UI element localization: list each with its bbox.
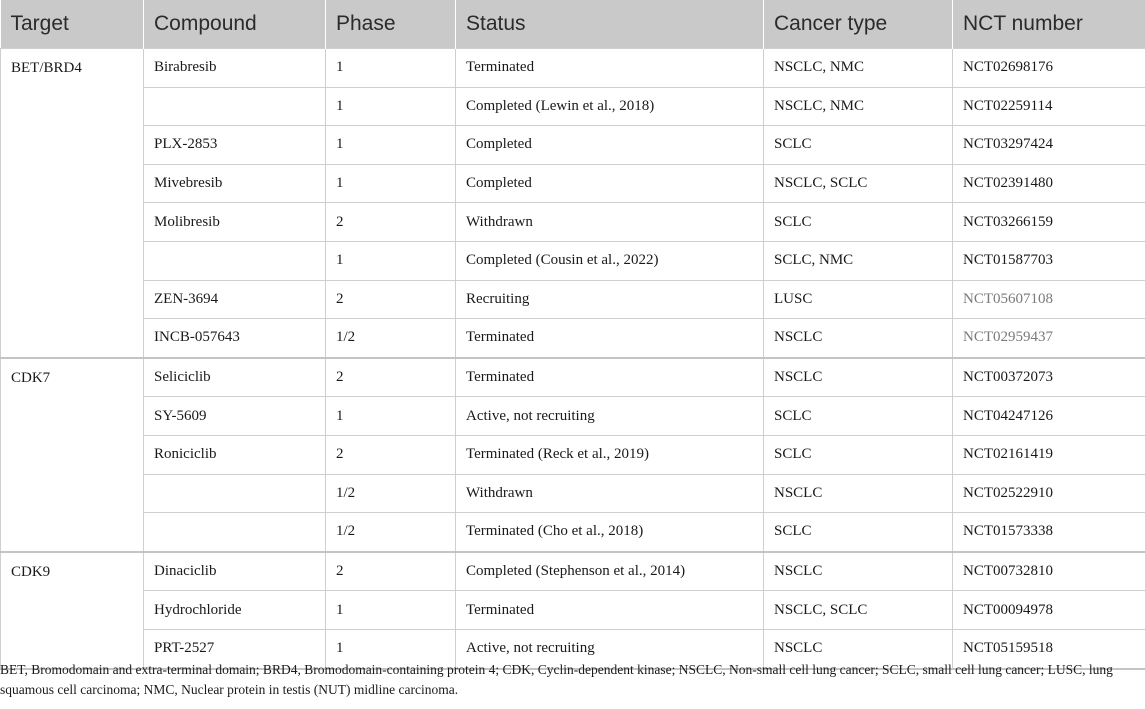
- cancer-type-cell: NSCLC, NMC: [764, 49, 953, 88]
- table-header: [1, 0, 1145, 49]
- nct-number-cell: NCT01587703: [953, 241, 1145, 280]
- cancer-type-cell: NSCLC: [764, 319, 953, 358]
- table-row: [1, 319, 1145, 358]
- nct-number-cell: NCT04247126: [953, 397, 1145, 436]
- nct-number-cell: NCT03297424: [953, 126, 1145, 165]
- table-row: [1, 241, 1145, 280]
- status-cell: Completed (Cousin et al., 2022): [456, 241, 764, 280]
- nct-number-cell: NCT05159518: [953, 629, 1145, 668]
- cancer-type-cell: SCLC: [764, 513, 953, 552]
- table-row: [1, 49, 1145, 88]
- status-cell: Terminated: [456, 319, 764, 358]
- status-cell: Terminated (Reck et al., 2019): [456, 435, 764, 474]
- target-cell: BET/BRD4: [1, 49, 144, 358]
- table-row: [1, 513, 1145, 552]
- cancer-type-cell: NSCLC: [764, 474, 953, 513]
- nct-number-cell: NCT02161419: [953, 435, 1145, 474]
- cancer-type-cell: NSCLC, SCLC: [764, 164, 953, 203]
- cancer-type-cell: SCLC: [764, 126, 953, 165]
- table-row: [1, 397, 1145, 436]
- status-cell: Withdrawn: [456, 203, 764, 242]
- header-status: Status: [456, 0, 764, 49]
- nct-number-cell: NCT02698176: [953, 49, 1145, 88]
- table-row: [1, 552, 1145, 591]
- header-nct-number: NCT number: [953, 0, 1145, 49]
- status-cell: Terminated: [456, 591, 764, 630]
- phase-cell: 1: [326, 591, 456, 630]
- cancer-type-cell: LUSC: [764, 280, 953, 319]
- status-cell: Completed (Lewin et al., 2018): [456, 87, 764, 126]
- compound-cell: Birabresib: [144, 49, 326, 88]
- header-phase: Phase: [326, 0, 456, 49]
- compound-cell: PRT-2527: [144, 629, 326, 668]
- table-row: [1, 164, 1145, 203]
- nct-number-cell: NCT01573338: [953, 513, 1145, 552]
- phase-cell: 2: [326, 203, 456, 242]
- phase-cell: 1: [326, 629, 456, 668]
- header-cancer-type: Cancer type: [764, 0, 953, 49]
- phase-cell: 1: [326, 87, 456, 126]
- phase-cell: 1/2: [326, 319, 456, 358]
- status-cell: Withdrawn: [456, 474, 764, 513]
- table-row: [1, 358, 1145, 397]
- table-row: [1, 87, 1145, 126]
- nct-number-cell: NCT00372073: [953, 358, 1145, 397]
- cancer-type-cell: NSCLC, SCLC: [764, 591, 953, 630]
- compound-cell: [144, 87, 326, 126]
- status-cell: Terminated: [456, 358, 764, 397]
- status-cell: Completed: [456, 126, 764, 165]
- status-cell: Active, not recruiting: [456, 629, 764, 668]
- target-cell: CDK9: [1, 552, 144, 669]
- status-cell: Terminated (Cho et al., 2018): [456, 513, 764, 552]
- nct-number-cell: NCT02259114: [953, 87, 1145, 126]
- phase-cell: 2: [326, 358, 456, 397]
- cancer-type-cell: SCLC, NMC: [764, 241, 953, 280]
- table-row: [1, 435, 1145, 474]
- cancer-type-cell: SCLC: [764, 397, 953, 436]
- compound-cell: INCB-057643: [144, 319, 326, 358]
- phase-cell: 1/2: [326, 474, 456, 513]
- compound-cell: [144, 241, 326, 280]
- nct-number-cell: NCT02959437: [953, 319, 1145, 358]
- phase-cell: 2: [326, 435, 456, 474]
- compound-cell: [144, 474, 326, 513]
- compound-cell: [144, 513, 326, 552]
- table-row: [1, 126, 1145, 165]
- phase-cell: 1/2: [326, 513, 456, 552]
- compound-cell: Roniciclib: [144, 435, 326, 474]
- phase-cell: 1: [326, 397, 456, 436]
- table-footnote: BET, Bromodomain and extra-terminal domain; BRD4, Bromodomain-containing protein 4; CDK, Cyclin-dependent kinase; NSCLC, Non-small cell lung cancer; SCLC, small cell lung cancer; LUSC, lung squamous cell carcinoma; NMC, Nuclear protein in testis (NUT) midline carcinoma.: [0, 662, 1113, 697]
- cancer-type-cell: SCLC: [764, 203, 953, 242]
- status-cell: Terminated: [456, 49, 764, 88]
- table-row: [1, 203, 1145, 242]
- table-row: [1, 280, 1145, 319]
- table-row: [1, 474, 1145, 513]
- compound-cell: Dinaciclib: [144, 552, 326, 591]
- compound-cell: Mivebresib: [144, 164, 326, 203]
- status-cell: Active, not recruiting: [456, 397, 764, 436]
- cancer-type-cell: NSCLC: [764, 552, 953, 591]
- compound-cell: Seliciclib: [144, 358, 326, 397]
- status-cell: Completed (Stephenson et al., 2014): [456, 552, 764, 591]
- cancer-type-cell: NSCLC: [764, 629, 953, 668]
- status-cell: Completed: [456, 164, 764, 203]
- header-target: Target: [1, 0, 144, 49]
- phase-cell: 2: [326, 552, 456, 591]
- compound-cell: Hydrochloride: [144, 591, 326, 630]
- nct-number-cell: NCT02522910: [953, 474, 1145, 513]
- compound-cell: PLX-2853: [144, 126, 326, 165]
- table-body: [1, 49, 1145, 669]
- phase-cell: 2: [326, 280, 456, 319]
- phase-cell: 1: [326, 126, 456, 165]
- compound-cell: SY-5609: [144, 397, 326, 436]
- header-row: [1, 0, 1145, 49]
- compound-cell: Molibresib: [144, 203, 326, 242]
- nct-number-cell: NCT00094978: [953, 591, 1145, 630]
- target-cell: CDK7: [1, 358, 144, 552]
- nct-number-cell: NCT02391480: [953, 164, 1145, 203]
- cancer-type-cell: NSCLC: [764, 358, 953, 397]
- phase-cell: 1: [326, 241, 456, 280]
- cancer-type-cell: NSCLC, NMC: [764, 87, 953, 126]
- nct-number-cell: NCT05607108: [953, 280, 1145, 319]
- header-compound: Compound: [144, 0, 326, 49]
- nct-number-cell: NCT03266159: [953, 203, 1145, 242]
- table-row: [1, 591, 1145, 630]
- status-cell: Recruiting: [456, 280, 764, 319]
- phase-cell: 1: [326, 49, 456, 88]
- nct-number-cell: NCT00732810: [953, 552, 1145, 591]
- phase-cell: 1: [326, 164, 456, 203]
- cancer-type-cell: SCLC: [764, 435, 953, 474]
- compound-cell: ZEN-3694: [144, 280, 326, 319]
